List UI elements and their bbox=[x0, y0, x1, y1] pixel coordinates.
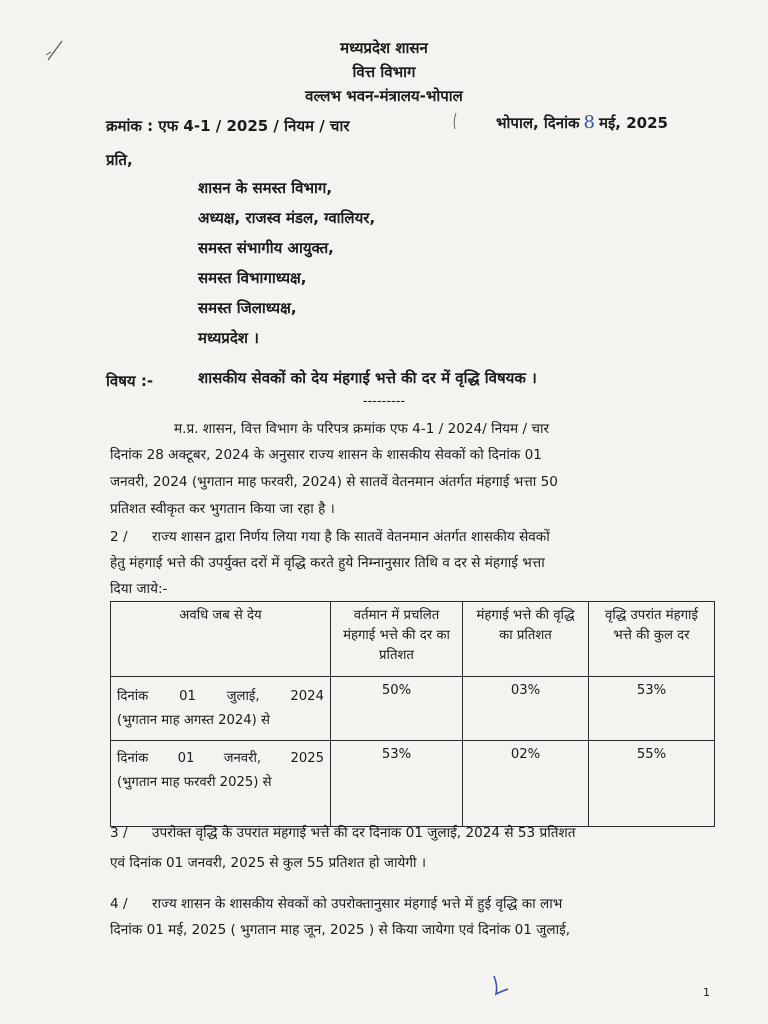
recipient-item: समस्त संभागीय आयुक्त, bbox=[198, 239, 334, 257]
para4-line: दिनांक 01 मई, 2025 ( भुगतान माह जून, 2025 ) से किया जायेगा एवं दिनांक 01 जुलाई, bbox=[110, 922, 571, 938]
para1-line: प्रतिशत स्वीकृत कर भुगतान किया जा रहा है । bbox=[110, 501, 335, 517]
pen-mark-icon bbox=[450, 112, 462, 130]
reference-number: क्रमांक : एफ 4-1 / 2025 / नियम / चार bbox=[106, 117, 350, 135]
para2-line: 2 / राज्य शासन द्वारा निर्णय लिया गया है कि सातवें वेतनमान अंतर्गत शासकीय सेवकों bbox=[110, 526, 550, 549]
table-header-cell: मंहगाई भत्ते की वृद्धि का प्रतिशत bbox=[463, 602, 589, 677]
recipient-item: मध्यप्रदेश । bbox=[198, 329, 259, 347]
date-day-handwritten: 8 bbox=[583, 112, 595, 133]
current-rate-cell: 50% bbox=[331, 677, 463, 741]
recipient-item: समस्त विभागाध्यक्ष, bbox=[198, 269, 307, 287]
table-row bbox=[111, 677, 715, 741]
recipient-item: समस्त जिलाध्यक्ष, bbox=[198, 299, 297, 317]
total-rate-cell: 55% bbox=[589, 741, 715, 827]
para4-number: 4 / bbox=[110, 896, 128, 912]
para3-line: 3 / उपरोक्त वृद्धि के उपरांत मंहगाई भत्ते की दर दिनांक 01 जुलाई, 2024 से 53 प्रतिशत bbox=[110, 822, 575, 845]
period-cell: दिनांक 01 जुलाई, 2024 (भुगतान माह अगस्त 2024) से bbox=[111, 677, 331, 741]
para1-line: दिनांक 28 अक्टूबर, 2024 के अनुसार राज्य शासन के शासकीय सेवकों को दिनांक 01 bbox=[110, 447, 542, 463]
header-department: वित्त विभाग bbox=[352, 63, 416, 81]
header-government: मध्यप्रदेश शासन bbox=[340, 39, 428, 57]
table-row bbox=[111, 741, 715, 827]
increase-cell: 03% bbox=[463, 677, 589, 741]
initials-signature-icon bbox=[486, 972, 516, 1000]
separator: --------- bbox=[362, 394, 406, 409]
recipient-item: अध्यक्ष, राजस्व मंडल, ग्वालियर, bbox=[198, 209, 376, 227]
to-label: प्रति, bbox=[106, 151, 133, 169]
total-rate-cell: 53% bbox=[589, 677, 715, 741]
para3-number: 3 / bbox=[110, 825, 128, 841]
period-note: (भुगतान माह अगस्त 2024) से bbox=[117, 713, 270, 728]
para4-line: 4 / राज्य शासन के शासकीय सेवकों को उपरोक्तानुसार मंहगाई भत्ते में हुई वृद्धि का लाभ bbox=[110, 893, 562, 916]
page-number: 1 bbox=[703, 986, 710, 999]
period-note: (भुगतान माह फरवरी 2025) से bbox=[117, 775, 272, 790]
current-rate-cell: 53% bbox=[331, 741, 463, 827]
date-suffix: मई, 2025 bbox=[598, 114, 668, 132]
para1-line: म.प्र. शासन, वित्त विभाग के परिपत्र क्रमांक एफ 4-1 / 2024/ नियम / चार bbox=[174, 421, 550, 437]
table-header-cell: अवधि जब से देय bbox=[111, 602, 331, 677]
increase-cell: 02% bbox=[463, 741, 589, 827]
da-rate-table bbox=[110, 601, 715, 827]
table-header-row bbox=[111, 602, 715, 677]
para2-number: 2 / bbox=[110, 529, 128, 545]
para2-line: हेतु मंहगाई भत्ते की उपर्युक्त दरों में वृद्धि करते हुये निम्नानुसार तिथि व दर से मंहगाई भत्ता bbox=[110, 555, 545, 571]
para3-line: एवं दिनांक 01 जनवरी, 2025 से कुल 55 प्रतिशत हो जायेगी । bbox=[110, 855, 427, 871]
issue-date bbox=[496, 112, 668, 133]
subject-text: शासकीय सेवकों को देय मंहगाई भत्ते की दर में वृद्धि विषयक । bbox=[198, 369, 537, 387]
subject-label: विषय :- bbox=[106, 372, 154, 390]
table-header-cell: वर्तमान में प्रचलित मंहगाई भत्ते की दर का प्रतिशत bbox=[331, 602, 463, 677]
para2-line: दिया जाये:- bbox=[110, 581, 168, 597]
header-address: वल्लभ भवन-मंत्रालय-भोपाल bbox=[305, 87, 463, 105]
period-cell: दिनांक 01 जनवरी, 2025 (भुगतान माह फरवरी 2025) से bbox=[111, 741, 331, 827]
date-prefix: भोपाल, दिनांक bbox=[496, 114, 580, 132]
recipient-item: शासन के समस्त विभाग, bbox=[198, 179, 333, 197]
table-header-cell: वृद्धि उपरांत मंहगाई भत्ते की कुल दर bbox=[589, 602, 715, 677]
recipient-list bbox=[198, 178, 375, 358]
para1-line: जनवरी, 2024 (भुगतान माह फरवरी, 2024) से सातवें वेतनमान अंतर्गत मंहगाई भत्ता 50 bbox=[110, 474, 558, 490]
